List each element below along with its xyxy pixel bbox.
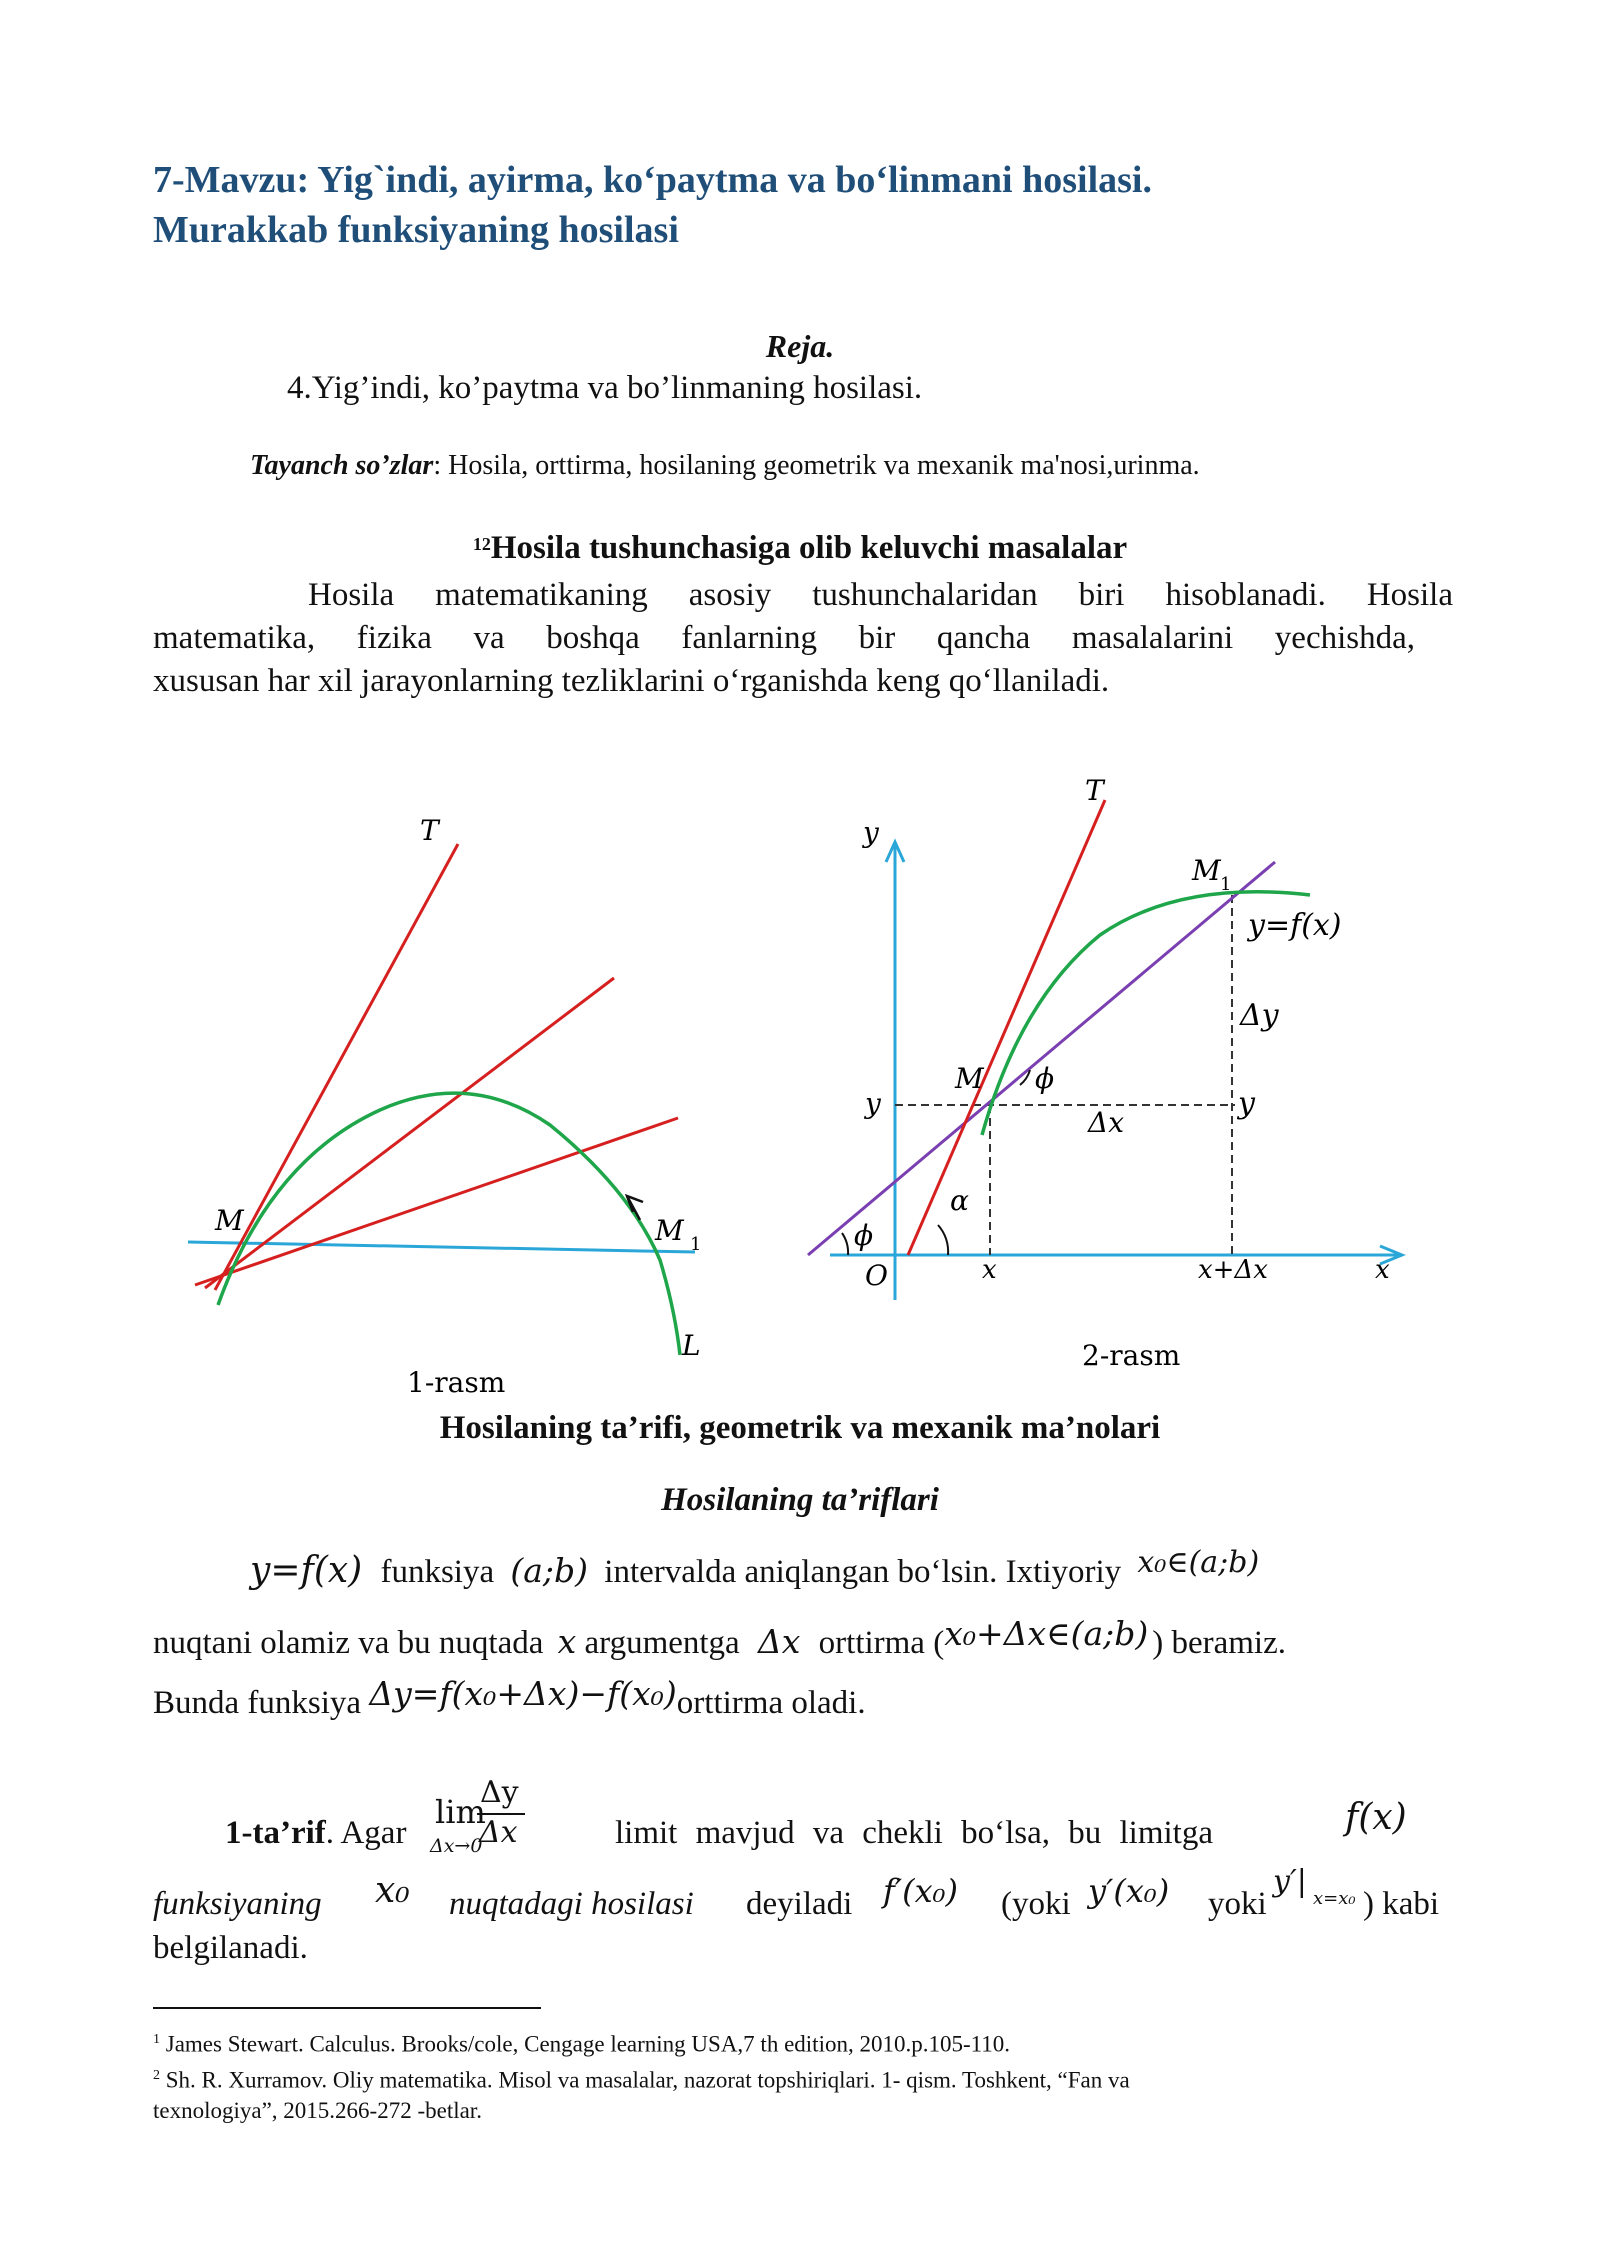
fig2-label-phi-bottom: ϕ (854, 1219, 874, 1252)
fig1-caption: 1-rasm (407, 1366, 506, 1399)
intro-line-1: Hosila matematikaning asosiy tushunchalaridan biri hisoblanadi. Hosila (308, 577, 1453, 613)
figure-2 (760, 770, 1420, 1390)
plan-heading: Reja. (765, 328, 835, 364)
definition-1 (225, 1765, 1455, 1885)
fig2-angle-arc-alpha (938, 1225, 948, 1255)
math-lim: lim (435, 1793, 486, 1831)
fig2-tangent-line (908, 800, 1105, 1255)
fig1-secant-line-2 (195, 1118, 678, 1285)
fig2-label-O: O (865, 1259, 888, 1292)
footnote-1-num: 1 (153, 2032, 160, 2047)
def1-text-3: funksiyaning (153, 1886, 322, 1922)
def1-label: 1-ta’rif (225, 1815, 326, 1851)
footnote-2 (153, 2060, 1453, 2096)
fig2-secant-line (808, 862, 1275, 1255)
def1-text-5: deyiladi (746, 1886, 853, 1922)
def1-text-2: limit mavjud va chekli bo‘lsa, bu limitga (615, 1815, 1213, 1851)
def-text-4: argumentga (584, 1625, 740, 1661)
def-text-2: intervalda aniqlangan bo‘lsin. Ixtiyoriy (604, 1554, 1122, 1590)
math-yprime2: y′| (1273, 1864, 1307, 1899)
page-title (153, 155, 1453, 255)
footnote-2-num: 2 (153, 2067, 160, 2083)
fig2-label-x-axis: x (1375, 1255, 1390, 1285)
footnote-1 (153, 2024, 1453, 2060)
fig2-label-M1-sub: 1 (1220, 874, 1232, 895)
def1-line-3: belgilanadi. (153, 1930, 308, 1966)
title-line-2: Murakkab funksiyaning hosilasi (153, 209, 679, 251)
section-heading-1 (0, 530, 1600, 567)
def1-text-8: ) kabi (1363, 1886, 1440, 1922)
math-fx-expr: y=f(x) (250, 1550, 363, 1591)
def-line-2 (153, 1614, 1286, 1662)
section-subheading-2: Hosilaning ta’riflari (661, 1482, 939, 1518)
fig1-label-L: L (682, 1329, 701, 1362)
def-text-8: orttirma oladi. (676, 1685, 866, 1721)
math-yprime: y′(x₀) (1088, 1872, 1170, 1910)
def1-text-6: (yoki (1001, 1886, 1071, 1922)
plan-item: 4.Yig’indi, ko’paytma va bo’linmaning hosilasi. (287, 370, 923, 406)
math-dy-expr: Δy=f(x₀+Δx)−f(x₀) (369, 1674, 677, 1713)
fig1-label-M1: M (655, 1214, 684, 1247)
fig2-label-M1: M (1192, 854, 1221, 887)
fig1-label-T: T (420, 814, 439, 847)
intro-line-3: xususan har xil jarayonlarning tezliklarini o‘rganishda keng qo‘llaniladi. (153, 663, 1110, 699)
keywords (250, 450, 1200, 482)
def1-text-1: . Agar (325, 1815, 407, 1851)
fig2-caption: 2-rasm (1082, 1339, 1181, 1372)
fig1-tangent-line (215, 844, 458, 1290)
section-heading-2: Hosilaning ta’rifi, geometrik va mexanik ma’nolari (439, 1410, 1161, 1446)
section-heading-1-text: Hosila tushunchasiga olib keluvchi masalalar (490, 530, 1128, 566)
fig2-label-y-right: y (1238, 1086, 1255, 1121)
fig2-label-func: y=f(x) (1248, 908, 1342, 943)
def-text-1: funksiya (380, 1554, 495, 1590)
math-lim-den: Δx (479, 1815, 518, 1850)
math-lim-sub: Δx→0 (430, 1835, 483, 1857)
def-text-7: Bunda funksiya (153, 1685, 362, 1721)
math-fx: f(x) (1345, 1797, 1407, 1838)
fig2-label-y-axis: y (863, 816, 879, 849)
def1-line-2 (153, 1864, 1453, 1930)
math-x: x (557, 1622, 577, 1661)
fig2-label-x-dx: x+Δx (1198, 1255, 1268, 1285)
footnotes (153, 2024, 1453, 2126)
fig1-secant-line-1 (205, 978, 614, 1288)
footnote-divider (153, 2007, 541, 2009)
math-fprime: f′(x₀) (883, 1872, 958, 1910)
def1-label-line (225, 1815, 406, 1852)
keywords-label: Tayanch so’zlar (250, 450, 434, 481)
math-x0-in: x₀∈(a;b) (1137, 1545, 1260, 1580)
math-x0: x₀ (375, 1870, 410, 1911)
def-line-3 (153, 1674, 866, 1722)
footnote-2-text: Sh. R. Xurramov. Oliy matematika. Misol va masalalar, nazorat topshiriqlari. 1- qism. Toshkent, “Fan va (165, 2067, 1130, 2093)
def-text-5: orttirma ( (818, 1625, 945, 1661)
fig2-label-x: x (982, 1255, 997, 1285)
fig2-label-y-left: y (865, 1087, 881, 1120)
def-text-6: ) beramiz. (1152, 1625, 1286, 1661)
def1-text-7: yoki (1208, 1886, 1267, 1922)
def1-text-4: nuqtadagi hosilasi (449, 1886, 694, 1922)
math-dx: Δx (757, 1622, 801, 1661)
math-lim-num: Δy (480, 1775, 519, 1810)
intro-paragraph (153, 574, 1453, 703)
footnote-1-text: James Stewart. Calculus. Brooks/cole, Cengage learning USA,7 th edition, 2010.p.105-110. (165, 2031, 1011, 2057)
fig2-label-M: M (955, 1062, 984, 1095)
fig2-label-dy: Δy (1240, 998, 1279, 1033)
figure-1 (150, 800, 750, 1400)
fig2-angle-arc-phi (842, 1233, 848, 1255)
def-line-1 (250, 1545, 1260, 1591)
footnote-2-cont: texnologiya”, 2015.266-272 -betlar. (153, 2098, 482, 2124)
math-x0-dx-in: x₀+Δx∈(a;b) (944, 1614, 1149, 1653)
fig1-label-M: M (215, 1204, 244, 1237)
fig2-label-T: T (1085, 774, 1104, 807)
math-interval: (a;b) (510, 1551, 589, 1590)
keywords-text: : Hosila, orttirma, hosilaning geometrik va mexanik ma'nosi,urinma. (433, 450, 1200, 481)
fig2-label-dx: Δx (1088, 1106, 1125, 1139)
footnote-ref: 12 (472, 534, 491, 554)
fig2-label-phi-top: ϕ (1035, 1062, 1055, 1095)
fig1-label-M1-sub: 1 (690, 1234, 702, 1255)
title-line-1: 7-Mavzu: Yig`indi, ayirma, ko‘paytma va bo‘linmani hosilasi. (153, 159, 1152, 201)
intro-line-2: matematika, fizika va boshqa fanlarning bir qancha masalalarini yechishda, (153, 620, 1415, 656)
fig2-label-alpha: α (950, 1184, 969, 1217)
def-text-3: nuqtani olamiz va bu nuqtada (153, 1625, 544, 1661)
math-yprime2-sub: x=x₀ (1313, 1888, 1356, 1909)
